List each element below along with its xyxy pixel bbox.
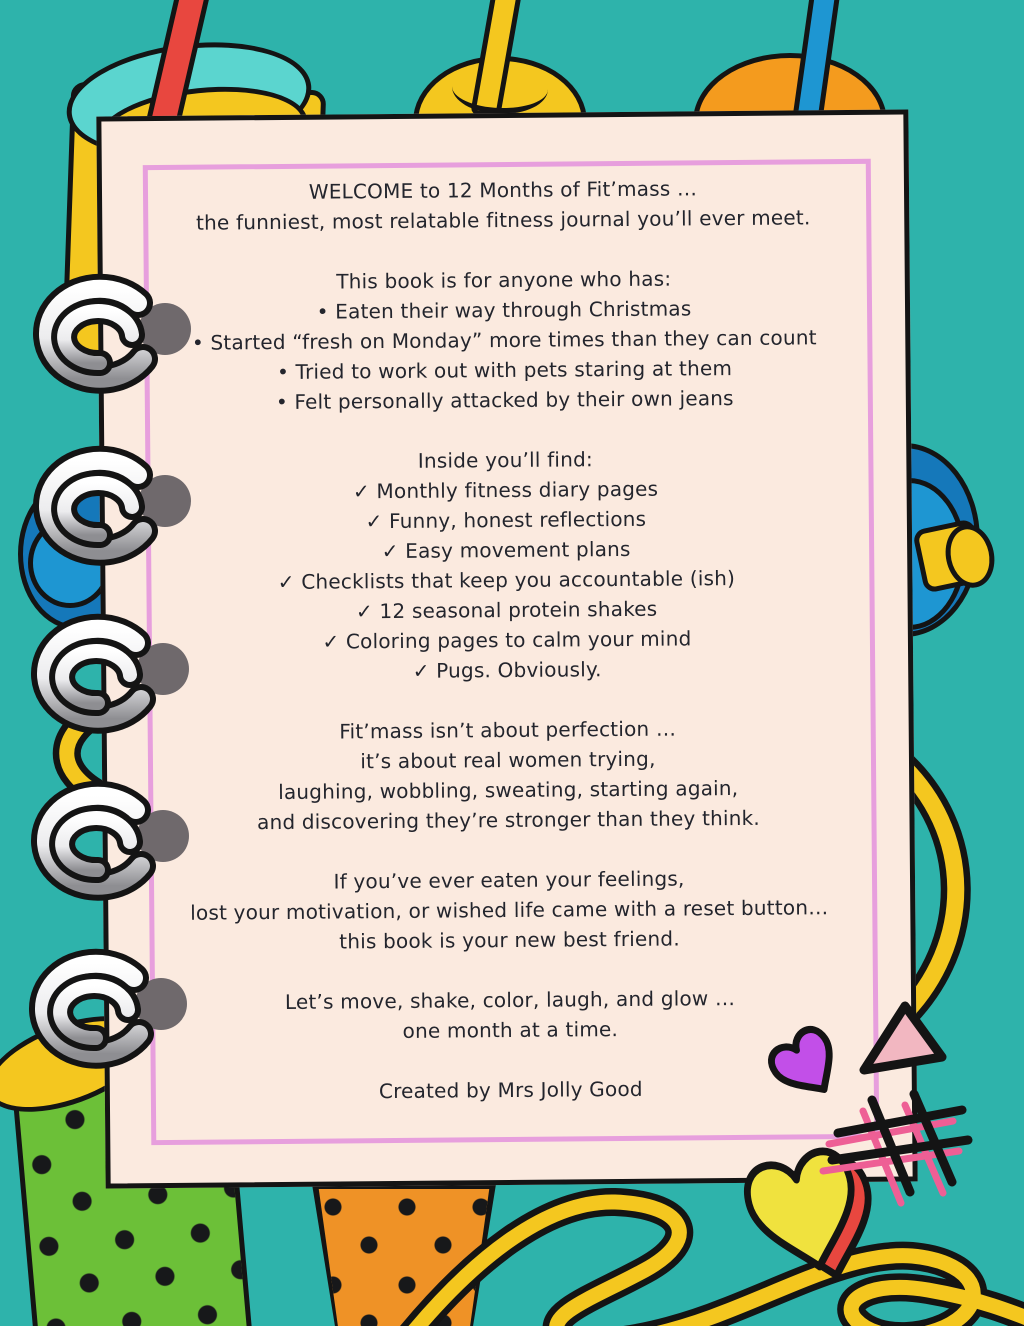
text-line: this book is your new best friend. <box>339 926 680 954</box>
checklist-line: ✓ Checklists that keep you accountable (ish) <box>277 566 736 594</box>
text-line: Fit’mass isn’t about perfection … <box>339 716 677 744</box>
checklist-line: ✓ Monthly fitness diary pages <box>352 476 659 504</box>
checklist-line: ✓ 12 seasonal protein shakes <box>355 596 658 624</box>
checklist-line: ✓ Pugs. Obviously. <box>412 657 602 683</box>
binder-ring-icon <box>48 461 191 551</box>
text-line: one month at a time. <box>402 1017 619 1043</box>
text-line: it’s about real women trying, <box>360 746 656 774</box>
text-line: laughing, wobbling, sweating, starting again, <box>278 775 739 805</box>
binder-ring-icon <box>48 289 191 379</box>
checklist-line: ✓ Funny, honest reflections <box>365 506 647 534</box>
text-line: lost your motivation, or wished life came with a reset button… <box>190 895 829 925</box>
page-title: WELCOME to 12 Months of Fit’mass … <box>308 176 698 204</box>
heart-icon <box>765 1024 848 1107</box>
bullet-line: • Eaten their way through Christmas <box>316 296 692 324</box>
bullet-line: • Tried to work out with pets staring at them <box>276 356 733 384</box>
text-line: Let’s move, shake, color, laugh, and glow … <box>284 986 736 1014</box>
binder-ring-icon <box>46 629 189 719</box>
text-line: If you’ve ever eaten your feelings, <box>333 866 685 894</box>
text-line: This book is for anyone who has: <box>336 266 672 294</box>
text-line: and discovering they’re stronger than they think. <box>256 805 761 835</box>
checklist-line: ✓ Coloring pages to calm your mind <box>322 626 692 654</box>
binder-ring-icon <box>44 964 187 1054</box>
triangle-icon <box>864 1006 942 1070</box>
author-credit: Created by Mrs Jolly Good <box>378 1076 643 1104</box>
text-line: Inside you’ll find: <box>417 447 593 473</box>
text-line: the funniest, most relatable fitness journal you’ll ever meet. <box>195 205 811 235</box>
bullet-line: • Felt personally attacked by their own jeans <box>275 386 734 415</box>
checklist-line: ✓ Easy movement plans <box>381 536 631 564</box>
bullet-line: • Started “fresh on Monday” more times than they can count <box>191 325 817 355</box>
binder-ring-icon <box>46 796 189 886</box>
